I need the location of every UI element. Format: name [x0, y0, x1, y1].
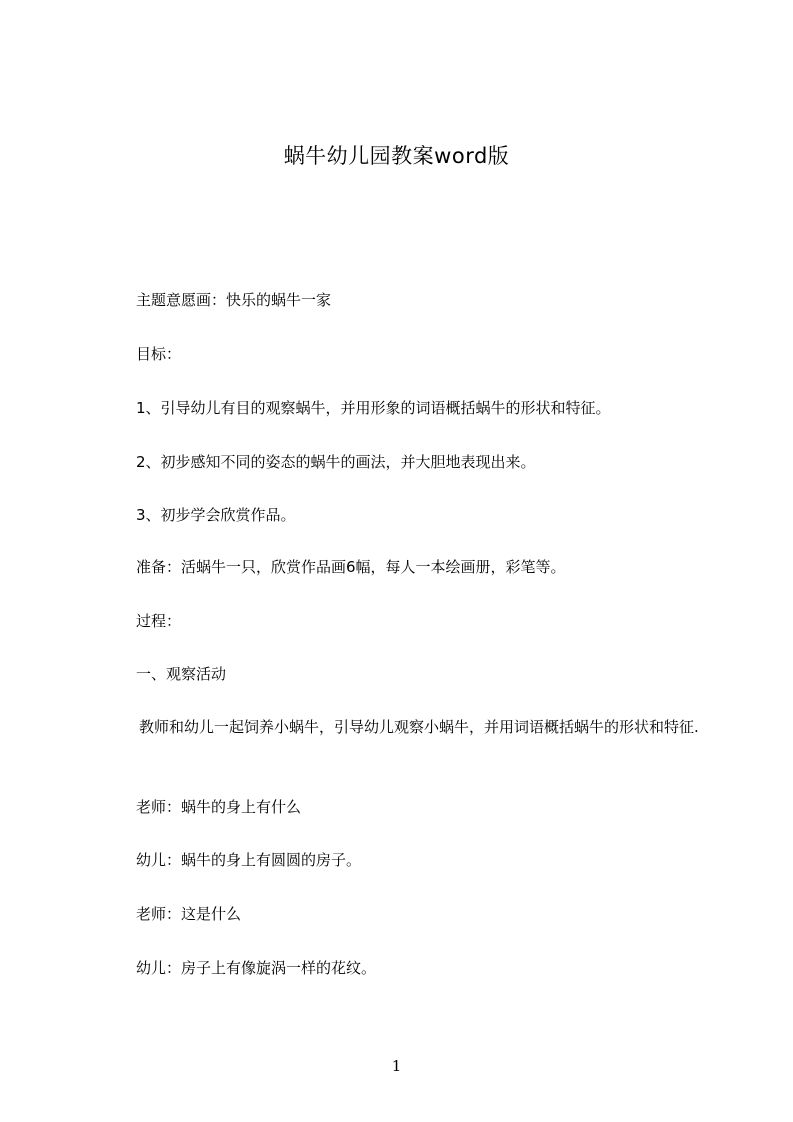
paragraph-goal-1: 1、引导幼儿有目的观察蜗牛，并用形象的词语概括蜗牛的形状和特征。 [136, 399, 611, 417]
paragraph-dialogue-3: 老师：这是什么 [136, 905, 242, 923]
paragraph-goal-3: 3、初步学会欣赏作品。 [136, 506, 296, 524]
paragraph-goals-heading: 目标： [136, 345, 182, 363]
paragraph-process-heading: 过程： [136, 612, 182, 630]
paragraph-preparation: 准备：活蜗牛一只，欣赏作品画6幅，每人一本绘画册，彩笔等。 [136, 558, 566, 576]
paragraph-theme: 主题意愿画：快乐的蜗牛一家 [136, 291, 332, 309]
paragraph-goal-2: 2、初步感知不同的姿态的蜗牛的画法，并大胆地表现出来。 [136, 453, 536, 471]
paragraph-dialogue-1: 老师：蜗牛的身上有什么 [136, 798, 302, 816]
paragraph-observation: 教师和幼儿一起饲养小蜗牛，引导幼儿观察小蜗牛，并用词语概括蜗牛的形状和特征. [139, 718, 699, 736]
document-title: 蜗牛幼儿园教案word版 [283, 144, 510, 168]
paragraph-section-1: 一、观察活动 [136, 665, 227, 683]
paragraph-dialogue-4: 幼儿：房子上有像旋涡一样的花纹。 [136, 959, 377, 977]
paragraph-dialogue-2: 幼儿：蜗牛的身上有圆圆的房子。 [136, 851, 362, 869]
page-number: 1 [391, 1057, 402, 1075]
